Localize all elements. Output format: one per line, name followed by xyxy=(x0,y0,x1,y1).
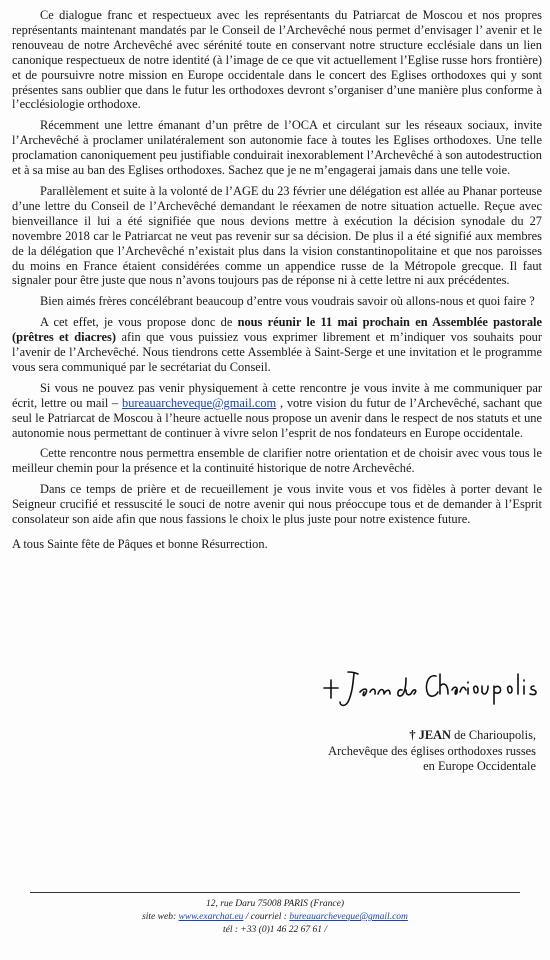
email-link[interactable]: bureauarcheveque@gmail.com xyxy=(122,395,277,410)
handwritten-signature xyxy=(318,662,548,710)
letter-body xyxy=(12,8,542,558)
paragraph-5-start: A cet effet, je vous propose donc de xyxy=(40,315,238,330)
paragraph-3: Parallèlement et suite à la volonté de l’AGE du 23 février une délégation est allée au Phanar porteuse d’une lettre du Conseil de l’Archevêché demandant le réexamen de notre situation actuelle. Reçue avec bienveillance il lui a été signifiée que nous devions mettre à exécution la décision synodale du 27 novembre 2018 car le Patriarcat ne veut pas revenir sur sa décision. De plus il a été signifié aux membres de la délégation que l’Archevêché n’existait plus dans la vision constantinopolitaine et que nos paroisses du moins en France étaient considérées comme un appendice russe de la Métropole grecque. Il faut signaler pour être juste que nous n’avons toujours pas de réponse ni à cette lettre ni aux précédentes. xyxy=(12,183,542,288)
signatory-title-2: en Europe Occidentale xyxy=(423,759,536,773)
paragraph-5 xyxy=(12,315,542,375)
paragraph-4: Bien aimés frères concélébrant beaucoup d’entre vous voudrais savoir où allons-nous et quoi faire ? xyxy=(40,294,535,309)
paragraph-2: Récemment une lettre émanant d’un prêtre de l’OCA et circulant sur les réseaux sociaux, invite l’Archevêché à proclamer unilatéralement son autonomie face à toutes les Eglises orthodoxes. Une telle proclamation canoniquement peu justifiable conduirait inexorablement l’Archevêché à son autodestruction et à sa mise au ban des Eglises orthodoxes. Sachez que je ne m’engagerai jamais dans une telle voie. xyxy=(12,118,542,178)
paragraph-6-end: , votre vision du futur de l’Archevêché, sachant que seul le Patriarcat de Moscou à l’heure actuelle nous propose un avenir dans le respect de nos statuts et une autonomie nous permettant de continuer à vivre selon l’esprit de nos fondateurs en Europe occidentale. xyxy=(12,395,542,440)
footer-contacts xyxy=(0,911,550,924)
signatory-name-bold: † JEAN xyxy=(409,728,451,742)
paragraph-1: Ce dialogue franc et respectueux avec les représentants du Patriarcat de Moscou et nos propres représentants maintenant mandatés par le Conseil de l’Archevêché nous permet d’envisager l’ avenir et le renouveau de notre Archevêché avec sérénité toute en conservant notre structure ecclésiale dans un lien canonique respectueux de notre identité (à l’image de ce que vit actuellement l’Eglise russe hors frontière) et de poursuivre notre mission en Europe occidentale dans le concert des Eglises orthodoxes qui y sont présentes sans oublier que dans le futur les orthodoxes devront s’organiser d’une manière plus conforme à l’ecclésiologie orthodoxe. xyxy=(12,8,542,112)
signatory-title-1: Archevêque des églises orthodoxes russes xyxy=(328,743,536,758)
closing-greeting: A tous Sainte fête de Pâques et bonne Résurrection. xyxy=(12,537,268,551)
footer-site-label: site web: xyxy=(142,912,179,922)
footer-address: 12, rue Daru 75008 PARIS (France) xyxy=(205,899,345,909)
footer-phone: tél : +33 (0)1 46 22 67 61 / xyxy=(222,925,328,935)
assembly-date-bold: nous réunir le 11 mai prochain en Assemblée pastorale (prêtres et diacres) xyxy=(12,315,542,345)
footer-mail-link[interactable]: bureauarcheveque@gmail.com xyxy=(289,912,408,922)
signature-block xyxy=(328,728,536,775)
footer-divider xyxy=(30,892,520,893)
signatory-name xyxy=(328,728,536,744)
footer-mail-label: / courriel : xyxy=(243,912,290,922)
paragraph-6-start: Si vous ne pouvez pas venir physiquement à cette rencontre je vous invite à me communiquer par écrit, lettre ou mail – xyxy=(12,380,542,410)
paragraph-8: Dans ce temps de prière et de recueillement je vous invite vous et vos fidèles à porter devant le Seigneur crucifié et ressuscité le souci de notre avenir qui nous préoccupe tous et de demander à l’Esprit consolateur son aide afin que nous fassions le choix le plus juste pour notre existence future. xyxy=(12,482,542,527)
paragraph-5-end: afin que vous puissiez vous exprimer librement et m’indiquer vos souhaits pour l’avenir de l’Archevêché. Nous tiendrons cette Assemblée à Saint-Serge et une invitation et le programme vous sera communiqué par le secrétariat du Conseil. xyxy=(12,330,542,374)
paragraph-6 xyxy=(12,381,542,441)
paragraph-7: Cette rencontre nous permettra ensemble de clarifier notre orientation et de choisir avec vous tous le meilleur chemin pour la présence et la continuité historique de notre Archevêché. xyxy=(12,446,542,476)
letterhead-footer xyxy=(0,898,550,937)
signatory-name-rest: de Charioupolis, xyxy=(450,728,536,742)
footer-site-link[interactable]: www.exarchat.eu xyxy=(178,912,244,922)
